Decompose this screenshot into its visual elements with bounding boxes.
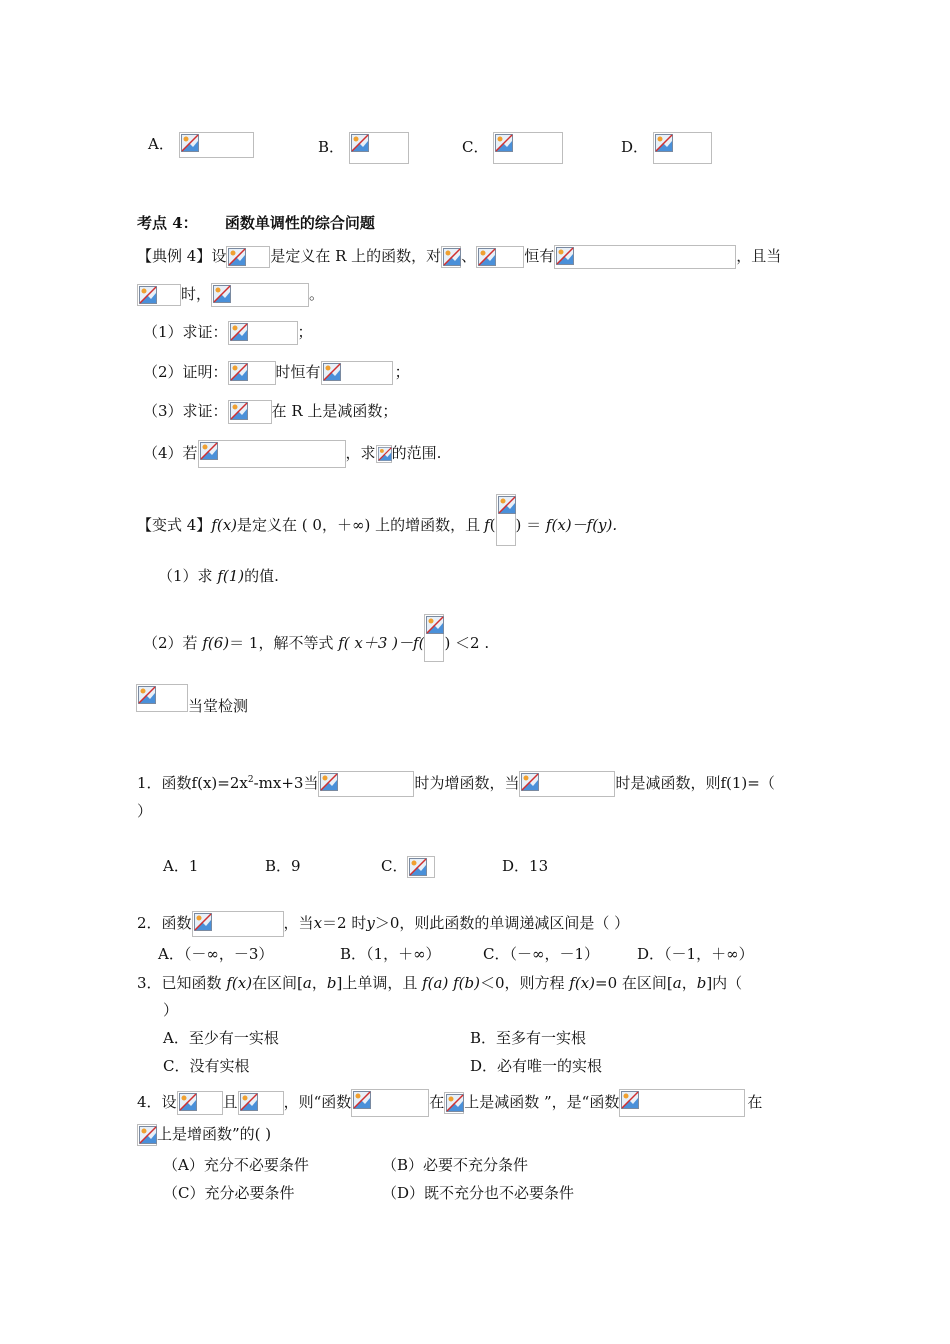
problem-1: 1．函数$f(x)=2x^2-mx+3$当 时为增函数，当 时是减函数，则f(1)=（ bbox=[137, 770, 775, 797]
example4-q4: （4）若 ，求 的范围. bbox=[143, 440, 441, 468]
formula-image-icon bbox=[554, 245, 736, 269]
formula-image-icon bbox=[476, 246, 524, 268]
formula-image-icon bbox=[441, 246, 461, 268]
p1-option-b: B．9 bbox=[265, 857, 301, 875]
p2-option-a: A．（－∞，－3） bbox=[158, 945, 274, 963]
p1-option-c: C． bbox=[381, 856, 435, 878]
formula-image-icon bbox=[226, 246, 270, 268]
problem-4-line2: 上是增函数”的( ) bbox=[137, 1124, 271, 1146]
example4-q3: （3）求证： 在 R 上是减函数； bbox=[143, 400, 397, 424]
p4-option-a: （A）充分不必要条件 bbox=[163, 1156, 309, 1174]
section-banner-icon bbox=[136, 684, 188, 712]
example4-q1: （1）求证： ； bbox=[143, 321, 313, 345]
formula-image-icon bbox=[349, 132, 409, 164]
p2-option-b: B．（1，＋∞） bbox=[340, 945, 441, 963]
section-heading: 考点 4： 函数单调性的综合问题 bbox=[137, 214, 375, 232]
formula-image-icon bbox=[321, 361, 393, 385]
p4-option-d: （D）既不充分也不必要条件 bbox=[382, 1184, 575, 1202]
formula-image-icon bbox=[192, 911, 284, 937]
p2-option-c: C．（－∞，－1） bbox=[483, 945, 600, 963]
formula-image-icon bbox=[238, 1091, 284, 1115]
formula-image-icon bbox=[137, 284, 181, 306]
p2-option-d: D．（－1，＋∞） bbox=[637, 945, 754, 963]
option-c-top: C． bbox=[462, 132, 563, 164]
variant4-q2: （2）若 f(6)＝ 1，解不等式 f( x＋3 )－f( ) ＜2 . bbox=[143, 614, 489, 662]
formula-image-icon bbox=[198, 440, 346, 468]
formula-image-icon bbox=[228, 400, 272, 424]
p3-option-d: D．必有唯一的实根 bbox=[470, 1057, 603, 1075]
formula-image-icon bbox=[351, 1089, 429, 1117]
p4-option-b: （B）必要不充分条件 bbox=[382, 1156, 529, 1174]
p1-option-a: A．1 bbox=[163, 857, 199, 875]
p1-option-d: D．13 bbox=[502, 857, 549, 875]
option-b-top: B． bbox=[318, 132, 409, 164]
formula-image-icon bbox=[424, 614, 444, 662]
option-d-top: D． bbox=[621, 132, 712, 164]
p3-option-c: C．没有实根 bbox=[163, 1057, 250, 1075]
formula-image-icon bbox=[496, 494, 516, 546]
formula-image-icon bbox=[177, 1091, 223, 1115]
variant4-line1: 【变式 4】f(x)是定义在 ( 0，＋∞) 上的增函数，且 f( ) ＝ f(x)－f(y). bbox=[137, 494, 617, 546]
option-a-top: A． bbox=[148, 132, 254, 158]
problem-1-close: ） bbox=[137, 802, 153, 820]
formula-image-icon bbox=[228, 321, 298, 345]
formula-image-icon bbox=[179, 132, 254, 158]
p3-option-a: A．至少有一实根 bbox=[163, 1029, 279, 1047]
formula-image-icon bbox=[376, 445, 392, 463]
problem-4: 4．设 且 ，则“函数 在 上是减函数 ”，是“函数 在 bbox=[137, 1089, 762, 1117]
formula-image-icon bbox=[493, 132, 563, 164]
problem-3: 3．已知函数 f(x)在区间[a，b]上单调，且 f(a) f(b)＜0，则方程 f(x)=0 在区间[a，b]内（ bbox=[137, 974, 743, 992]
check-heading: 当堂检测 bbox=[136, 684, 248, 712]
formula-image-icon bbox=[653, 132, 712, 164]
example4-line2: 时， 。 bbox=[137, 283, 324, 307]
problem-2: 2．函数 ，当x＝2 时y＞0，则此函数的单调递减区间是（ ） bbox=[137, 911, 629, 937]
formula-image-icon bbox=[211, 283, 309, 307]
example4-q2: （2）证明： 时恒有 ； bbox=[143, 361, 410, 385]
formula-image-icon bbox=[228, 361, 276, 385]
example4-line1: 【典例 4】设 是定义在 R 上的函数，对 、 恒有 ，且当 bbox=[137, 245, 781, 269]
variant4-q1: （1）求 f(1)的值. bbox=[158, 567, 279, 585]
formula-image-icon bbox=[619, 1089, 745, 1117]
formula-image-icon bbox=[519, 771, 615, 797]
p4-option-c: （C）充分必要条件 bbox=[163, 1184, 295, 1202]
problem-3-close: ） bbox=[163, 1001, 179, 1019]
formula-image-icon bbox=[407, 856, 435, 878]
p3-option-b: B．至多有一实根 bbox=[470, 1029, 587, 1047]
formula-image-icon bbox=[137, 1124, 157, 1146]
formula-image-icon bbox=[318, 771, 414, 797]
formula-image-icon bbox=[444, 1092, 464, 1114]
